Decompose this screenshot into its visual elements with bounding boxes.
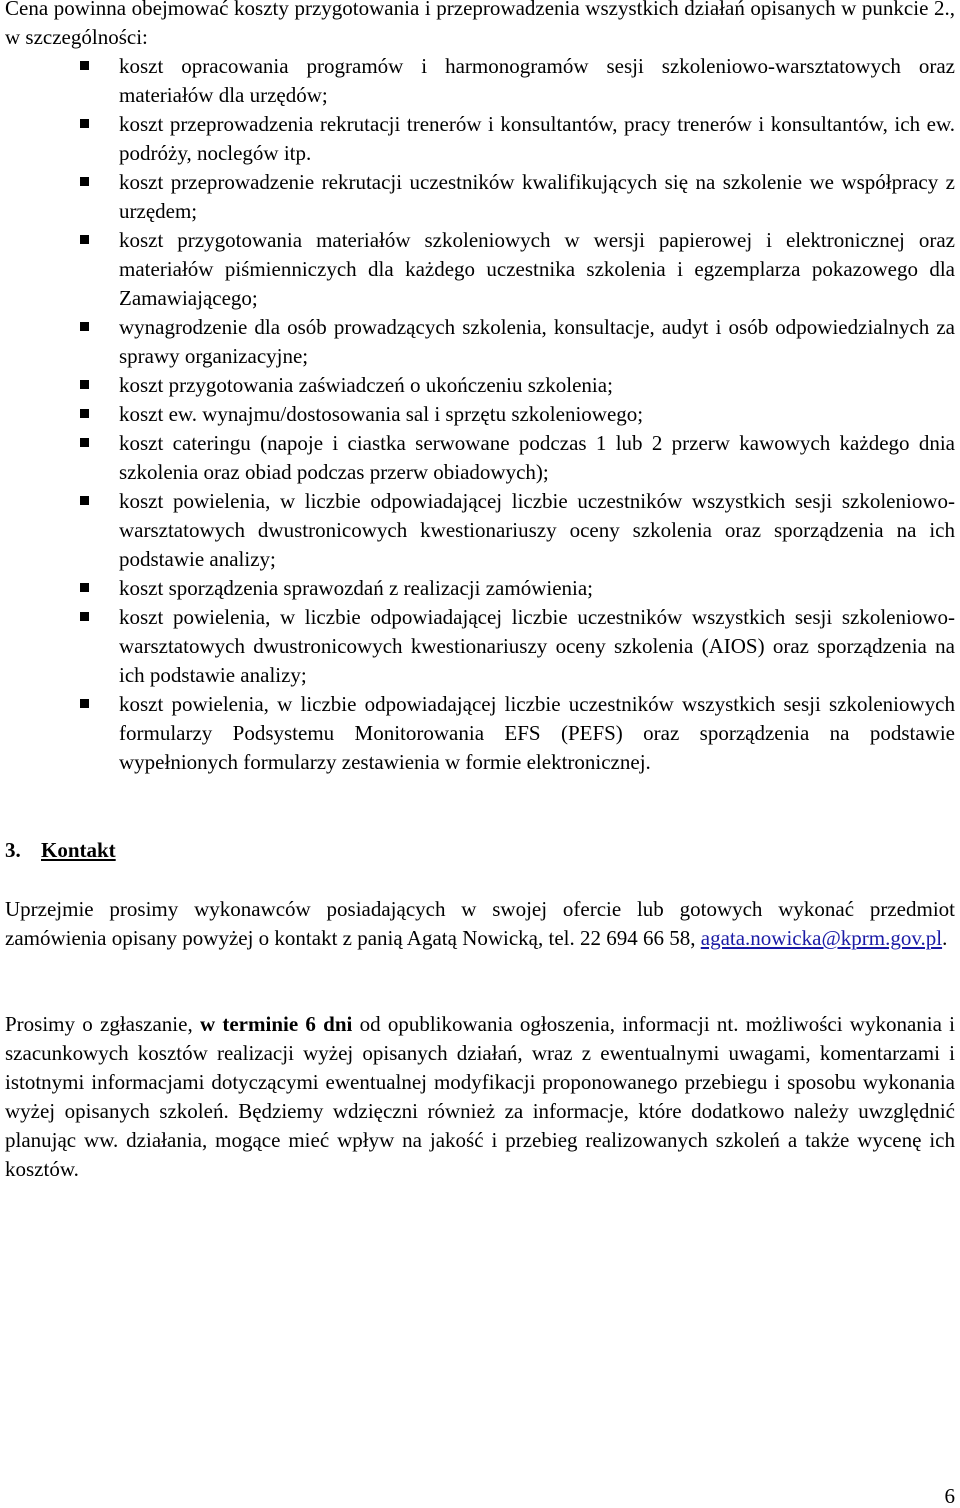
request-paragraph	[5, 1010, 955, 1184]
page-number: 6	[944, 1484, 955, 1508]
list-item	[5, 52, 955, 110]
bullet-square-icon	[80, 438, 89, 447]
email-link[interactable]: agata.nowicka@kprm.gov.pl	[700, 926, 943, 950]
bullet-square-icon	[80, 177, 89, 186]
intro-paragraph: Cena powinna obejmować koszty przygotowania i przeprowadzenia wszystkich działań opisanych w punkcie 2., w szczególności:	[5, 0, 955, 49]
list-item	[5, 603, 955, 690]
list-item-text: koszt cateringu (napoje i ciastka serwowane podczas 1 lub 2 przerw kawowych każdego dnia szkolenia oraz obiad podczas przerw obiadowych);	[119, 431, 955, 484]
list-item	[5, 487, 955, 574]
section-number: 3.	[5, 838, 21, 862]
list-item	[5, 226, 955, 313]
list-item-text: koszt opracowania programów i harmonogramów sesji szkoleniowo-warsztatowych oraz materiałów dla urzędów;	[119, 54, 955, 107]
bullet-square-icon	[80, 380, 89, 389]
list-item-text: koszt przygotowania zaświadczeń o ukończeniu szkolenia;	[119, 373, 613, 397]
bullet-square-icon	[80, 583, 89, 592]
bullet-square-icon	[80, 409, 89, 418]
list-item-text: koszt powielenia, w liczbie odpowiadającej liczbie uczestników wszystkich sesji szkoleniowo-warsztatowych dwustronicowych kwestionariuszy oceny szkolenia oraz sporządzenia na ich podstawie analizy;	[119, 489, 955, 571]
list-item	[5, 371, 955, 400]
list-item-text: wynagrodzenie dla osób prowadzących szkolenia, konsultacje, audyt i osób odpowiedzialnych za sprawy organizacyjne;	[119, 315, 955, 368]
list-item	[5, 110, 955, 168]
list-item	[5, 574, 955, 603]
list-item-text: koszt ew. wynajmu/dostosowania sal i sprzętu szkoleniowego;	[119, 402, 644, 426]
section-heading	[5, 836, 116, 865]
list-item	[5, 313, 955, 371]
deadline-bold: w terminie 6 dni	[199, 1012, 353, 1036]
list-item	[5, 168, 955, 226]
bullet-square-icon	[80, 612, 89, 621]
bullet-square-icon	[80, 322, 89, 331]
bullet-square-icon	[80, 61, 89, 70]
list-item	[5, 429, 955, 487]
list-item-text: koszt przeprowadzenia rekrutacji trenerów i konsultantów, pracy trenerów i konsultantów, ich ew. podróży, noclegów itp.	[119, 112, 955, 165]
list-item-text: koszt powielenia, w liczbie odpowiadającej liczbie uczestników wszystkich sesji szkoleniowo-warsztatowych dwustronicowych kwestionariuszy oceny szkolenia (AIOS) oraz sporządzenia na ich podstawie analizy;	[119, 605, 955, 687]
request-text-after: od opublikowania ogłoszenia, informacji nt. możliwości wykonania i szacunkowych kosztów realizacji wyżej opisanych działań, wraz z ewentualnymi uwagami, komentarzami i istotnymi informacjami dotyczącymi ewentualnej modyfikacji proponowanego przebiegu i sposobu wykonania wyżej opisanych szkoleń. Będziemy wdzięczni również za informacje, które dodatkowo należy uwzględnić planując ww. działania, mogące mieć wpływ na jakość i przebieg realizowanych szkoleń a także wycenę ich kosztów.	[5, 1012, 956, 1181]
bullet-square-icon	[80, 496, 89, 505]
cost-list	[5, 52, 955, 777]
list-item-text: koszt przygotowania materiałów szkoleniowych w wersji papierowej i elektronicznej oraz materiałów piśmienniczych dla każdego uczestnika szkolenia i egzemplarza pokazowego dla Zamawiającego;	[119, 228, 955, 310]
list-item	[5, 400, 955, 429]
list-item-text: koszt przeprowadzenie rekrutacji uczestników kwalifikujących się na szkolenie we współpracy z urzędem;	[119, 170, 955, 223]
list-item-text: koszt sporządzenia sprawozdań z realizacji zamówienia;	[119, 576, 594, 600]
section-title: Kontakt	[41, 838, 116, 862]
bullet-square-icon	[80, 699, 89, 708]
request-text-before: Prosimy o zgłaszanie,	[5, 1012, 193, 1036]
contact-paragraph	[5, 895, 955, 953]
contact-text: Uprzejmie prosimy wykonawców posiadających w swojej ofercie lub gotowych wykonać przedmiot zamówienia opisany powyżej o kontakt z panią Agatą Nowicką, tel. 22 694 66 58,	[5, 897, 955, 950]
list-item	[5, 690, 955, 777]
bullet-square-icon	[80, 119, 89, 128]
email-suffix: .	[942, 926, 948, 950]
bullet-square-icon	[80, 235, 89, 244]
list-item-text: koszt powielenia, w liczbie odpowiadającej liczbie uczestników wszystkich sesji szkoleniowych formularzy Podsystemu Monitorowania EFS (PEFS) oraz sporządzenia na podstawie wypełnionych formularzy zestawienia w formie elektronicznej.	[119, 692, 955, 774]
